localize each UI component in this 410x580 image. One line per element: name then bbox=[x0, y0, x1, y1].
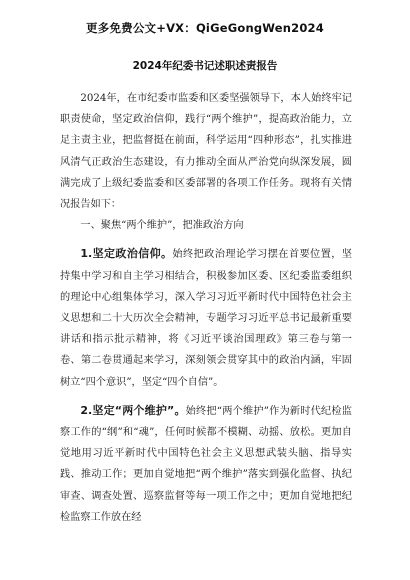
intro-paragraph: 2024年，在市纪委市监委和区委坚强领导下，本人始终牢记职责使命，坚定政治信仰，践行“两个维护”，提高政治能力，立足主责主业，把监督挺在前面，科学运用“四种形态”，扎实推进风清气正政治生态建设，有力推动全面从严治党向纵深发展，圆满完成了上级纪委监委和区委部署的各项工作任务。现将有关情况报告如下： bbox=[60, 93, 352, 211]
item-2-paragraph bbox=[60, 400, 352, 528]
item-2-lead: 2.坚定“两个维护”。 bbox=[80, 403, 186, 417]
section-heading: 一、聚焦“两个维护”，把准政治方向 bbox=[80, 220, 244, 232]
document-body bbox=[60, 88, 352, 528]
promo-banner: 更多免费公文+VX：QiGeGongWen2024 bbox=[86, 21, 324, 35]
item-2-text: 始终把“两个维护”作为新时代纪检监察工作的“纲”和“魂”，任何时候都不模糊、动摇、放松。更加自觉地用习近平新时代中国特色社会主义思想武装头脑、指导实践、推动工作；更加自觉地把“两个维护”落实到强化监督、执纪审查、调查处置、巡察监督等每一项工作之中；更加自觉地把纪检监察工作放在经 bbox=[60, 405, 352, 523]
document-title: 2024年纪委书记述职述责报告 bbox=[132, 60, 278, 72]
item-1-paragraph bbox=[60, 243, 352, 392]
item-1-lead: 1.坚定政治信仰。 bbox=[80, 247, 173, 261]
item-1-text: 始终把政治理论学习摆在首要位置，坚持集中学习和自主学习相结合，积极参加区委、区纪委监委组织的理论中心组集体学习，深入学习习近平新时代中国特色社会主义思想和二十大历次全会精神，专题学习习近平总书记最新重要讲话和指示批示精神，将《习近平谈治国理政》第三卷与第一卷、第二卷贯通起来学习，深刻领会贯穿其中的政治内涵，牢固树立“四个意识”，坚定“四个自信”。 bbox=[60, 249, 352, 388]
